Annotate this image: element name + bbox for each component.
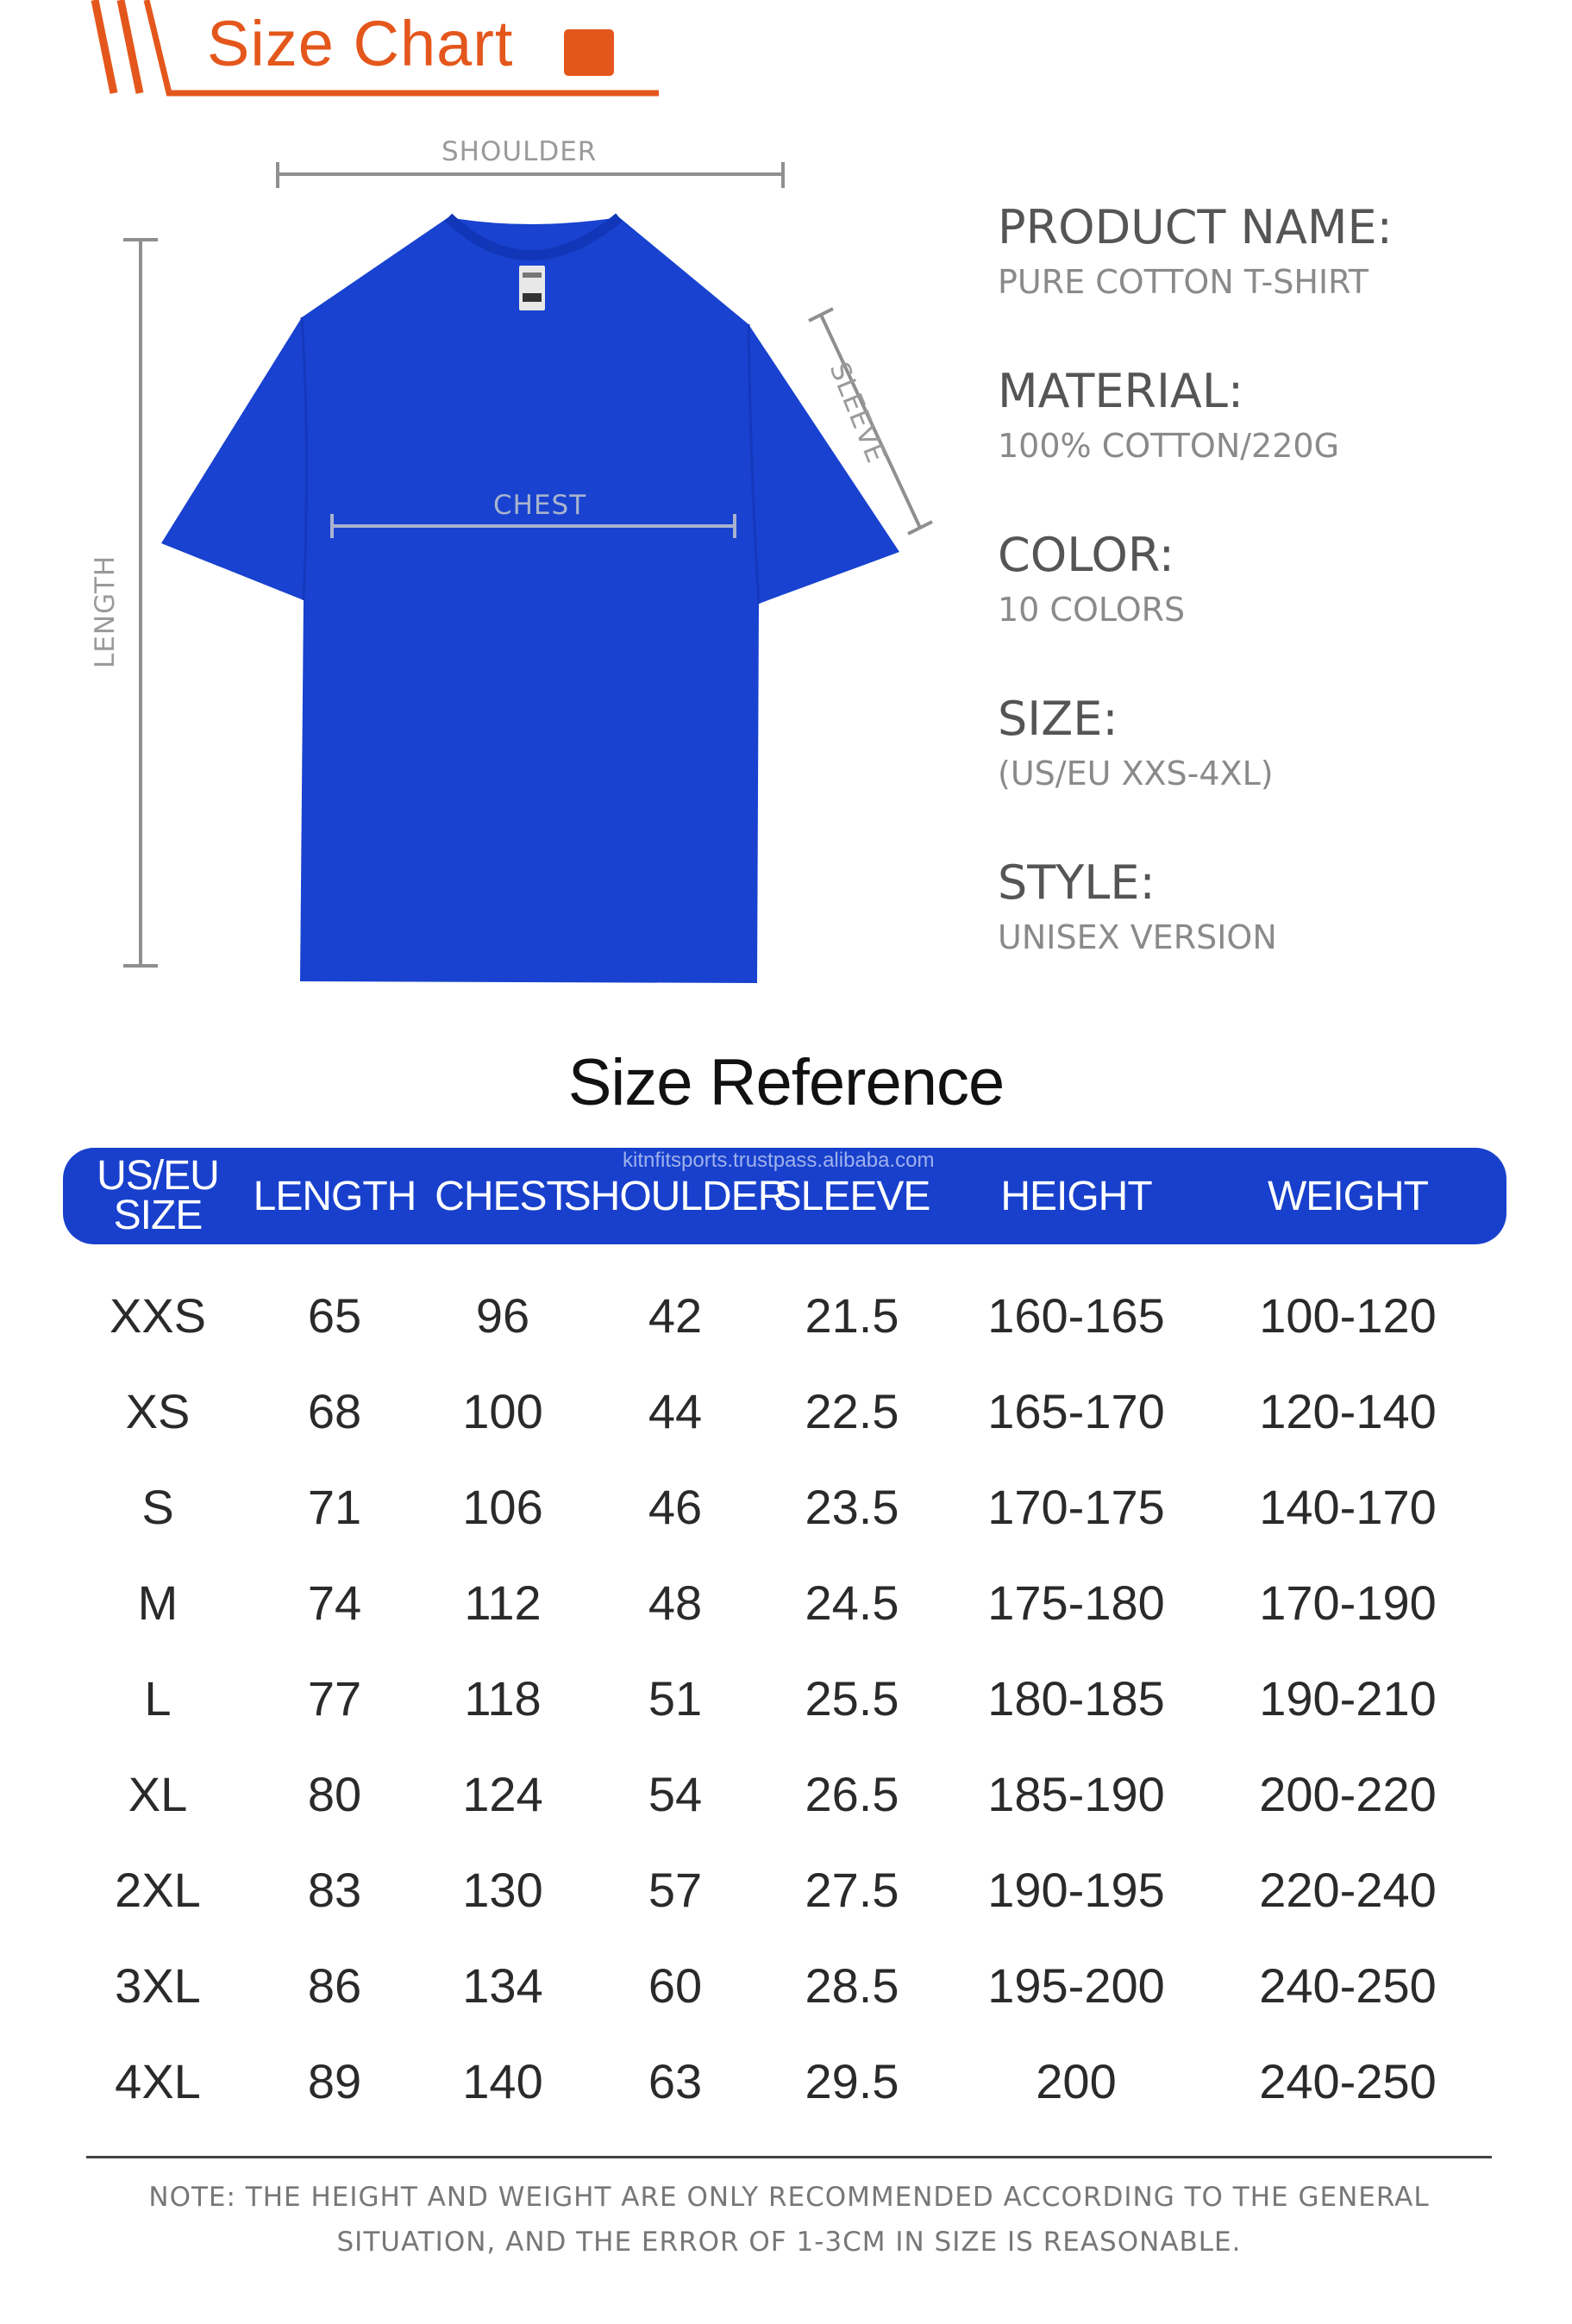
- cell-shoulder: 44: [648, 1383, 703, 1438]
- column-header-shoulder: SHOULDER: [563, 1173, 787, 1219]
- shoulder-dimension-label: SHOULDER: [442, 136, 598, 167]
- note-divider: [86, 2156, 1492, 2158]
- material-item: [998, 364, 1550, 528]
- info-key: SIZE:: [998, 692, 1118, 746]
- column-header-size: [63, 1148, 253, 1244]
- cell-chest: 96: [475, 1287, 530, 1343]
- cell-sleeve: 24.5: [805, 1575, 899, 1630]
- cell-height: 180-185: [987, 1670, 1165, 1726]
- product-info-list: [998, 200, 1550, 1019]
- info-value: UNISEX VERSION: [998, 918, 1277, 956]
- cell-length: 71: [307, 1479, 362, 1534]
- cell-chest: 118: [464, 1670, 542, 1726]
- product-name-item: [998, 200, 1550, 364]
- column-header-chest: CHEST: [435, 1173, 571, 1219]
- column-header-size-line2: SIZE: [113, 1193, 203, 1238]
- cell-sleeve: 26.5: [805, 1766, 899, 1821]
- size-item: [998, 692, 1550, 855]
- cell-sleeve: 28.5: [805, 1958, 899, 2013]
- size-chart-header: [0, 0, 673, 103]
- table-row: [63, 1651, 1506, 1745]
- info-key: COLOR:: [998, 528, 1174, 582]
- length-dimension-label: LENGTH: [90, 554, 121, 668]
- note-line-1: NOTE: THE HEIGHT AND WEIGHT ARE ONLY RECOMMENDED ACCORDING TO THE GENERAL: [148, 2182, 1430, 2213]
- cell-size: S: [141, 1479, 174, 1534]
- size-reference-title: Size Reference: [567, 1046, 1005, 1119]
- cell-chest: 124: [462, 1766, 543, 1821]
- cell-size: M: [137, 1575, 178, 1630]
- cell-chest: 130: [462, 1862, 543, 1917]
- cell-length: 65: [307, 1287, 362, 1343]
- cell-sleeve: 23.5: [805, 1479, 899, 1534]
- column-header-weight: WEIGHT: [1268, 1173, 1428, 1219]
- info-value: PURE COTTON T-SHIRT: [998, 263, 1369, 301]
- cell-height: 160-165: [987, 1287, 1165, 1343]
- header-accent-square: [564, 29, 614, 76]
- cell-shoulder: 42: [648, 1287, 703, 1343]
- cell-chest: 134: [462, 1958, 543, 2013]
- column-header-height: HEIGHT: [1000, 1173, 1152, 1219]
- cell-weight: 170-190: [1259, 1575, 1437, 1630]
- cell-sleeve: 29.5: [805, 2053, 899, 2108]
- info-key: STYLE:: [998, 855, 1156, 910]
- cell-length: 68: [307, 1383, 362, 1438]
- cell-sleeve: 25.5: [805, 1670, 899, 1726]
- cell-height: 175-180: [987, 1575, 1165, 1630]
- table-row: [63, 2033, 1506, 2128]
- cell-height: 200: [1036, 2053, 1117, 2108]
- cell-size: 4XL: [115, 2053, 201, 2108]
- cell-chest: 140: [462, 2053, 543, 2108]
- cell-sleeve: 22.5: [805, 1383, 899, 1438]
- cell-length: 86: [307, 1958, 362, 2013]
- cell-chest: 112: [464, 1575, 542, 1630]
- cell-size: XL: [128, 1766, 188, 1821]
- cell-length: 80: [307, 1766, 362, 1821]
- table-row: [63, 1842, 1506, 1937]
- info-key: MATERIAL:: [998, 364, 1244, 418]
- cell-length: 83: [307, 1862, 362, 1917]
- cell-sleeve: 21.5: [805, 1287, 899, 1343]
- table-row: [63, 1555, 1506, 1650]
- cell-shoulder: 51: [648, 1670, 703, 1726]
- cell-size: L: [144, 1670, 172, 1726]
- cell-chest: 106: [462, 1479, 543, 1534]
- cell-weight: 140-170: [1259, 1479, 1437, 1534]
- info-value: 100% COTTON/220G: [998, 427, 1340, 465]
- cell-height: 185-190: [987, 1766, 1165, 1821]
- page-title: Size Chart: [207, 8, 514, 79]
- cell-height: 195-200: [987, 1958, 1165, 2013]
- watermark-text: kitnfitsports.trustpass.alibaba.com: [623, 1149, 935, 1172]
- column-header-sleeve: SLEEVE: [773, 1173, 930, 1219]
- column-header-size-line1: US/EU: [97, 1153, 219, 1199]
- column-header-length: LENGTH: [253, 1173, 416, 1219]
- cell-sleeve: 27.5: [805, 1862, 899, 1917]
- cell-weight: 240-250: [1259, 1958, 1437, 2013]
- cell-weight: 190-210: [1259, 1670, 1437, 1726]
- info-value: 10 COLORS: [998, 591, 1186, 629]
- cell-length: 74: [307, 1575, 362, 1630]
- color-item: [998, 528, 1550, 692]
- cell-weight: 120-140: [1259, 1383, 1437, 1438]
- table-row: [63, 1363, 1506, 1458]
- cell-height: 165-170: [987, 1383, 1165, 1438]
- chest-dimension-label: CHEST: [493, 490, 587, 521]
- shirt-diagram: [0, 121, 966, 1009]
- table-row: [63, 1268, 1506, 1362]
- t-shirt-illustration: [0, 121, 966, 1009]
- table-row: [63, 1459, 1506, 1554]
- cell-size: 2XL: [115, 1862, 201, 1917]
- sleeve-dimension-label: SLEEVE: [823, 358, 892, 468]
- style-item: [998, 855, 1550, 1019]
- cell-weight: 100-120: [1259, 1287, 1437, 1343]
- cell-shoulder: 57: [648, 1862, 703, 1917]
- cell-size: 3XL: [115, 1958, 201, 2013]
- cell-shoulder: 54: [648, 1766, 703, 1821]
- cell-height: 170-175: [987, 1479, 1165, 1534]
- cell-weight: 240-250: [1259, 2053, 1437, 2108]
- cell-height: 190-195: [987, 1862, 1165, 1917]
- cell-length: 89: [307, 2053, 362, 2108]
- cell-weight: 220-240: [1259, 1862, 1437, 1917]
- info-key: PRODUCT NAME:: [998, 200, 1393, 254]
- table-row: [63, 1746, 1506, 1841]
- cell-length: 77: [307, 1670, 362, 1726]
- table-row: [63, 1938, 1506, 2033]
- cell-size: XS: [125, 1383, 191, 1438]
- cell-chest: 100: [462, 1383, 543, 1438]
- cell-weight: 200-220: [1259, 1766, 1437, 1821]
- note-line-2: SITUATION, AND THE ERROR OF 1-3CM IN SIZE IS REASONABLE.: [336, 2227, 1242, 2258]
- info-value: (US/EU XXS-4XL): [998, 755, 1274, 792]
- cell-shoulder: 48: [648, 1575, 703, 1630]
- note-text: [86, 2175, 1492, 2264]
- cell-shoulder: 46: [648, 1479, 703, 1534]
- cell-size: XXS: [109, 1287, 207, 1343]
- cell-shoulder: 63: [648, 2053, 703, 2108]
- cell-shoulder: 60: [648, 1958, 703, 2013]
